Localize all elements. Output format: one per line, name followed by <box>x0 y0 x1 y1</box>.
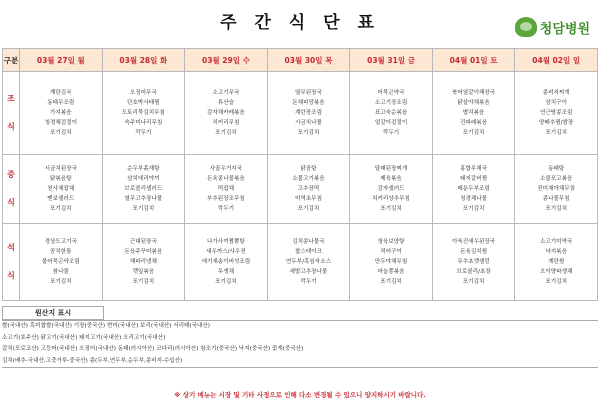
menu-item: 달래된장찌개 <box>374 166 408 172</box>
menu-item: 꽁치한통 <box>49 249 72 255</box>
menu-item: 양배추찜/쌈장 <box>539 120 574 126</box>
menu-item: 가지볶음 <box>49 110 72 116</box>
menu-item: 동태탕 <box>548 166 565 172</box>
menu-cell <box>20 155 103 224</box>
menu-item: 단호박사태찜 <box>127 100 160 106</box>
hospital-logo <box>515 16 590 38</box>
menu-item: 치커리무침 <box>212 120 240 126</box>
menu-item: 포기김치 <box>132 279 155 285</box>
menu-cell <box>20 72 103 155</box>
menu-item: 소고기무국 <box>212 90 240 96</box>
meal-label-char: 중 <box>7 170 15 179</box>
menu-item: 류산슬 <box>217 100 235 106</box>
menu-item: 적어구이 <box>380 249 402 255</box>
menu-item: 무생채 <box>217 269 235 275</box>
menu-item: 시금치나물 <box>294 120 322 126</box>
menu-item: 참나물 <box>52 269 69 275</box>
meal-label <box>3 155 20 224</box>
menu-item: 콩비지찌개 <box>542 90 570 96</box>
meal-label-char: 조 <box>7 94 15 103</box>
menu-item: 진미채야채무침 <box>537 186 576 192</box>
header-corner: 구분 <box>3 49 20 72</box>
day-header: 03월 27일 월 <box>20 49 103 72</box>
menu-item: 포기김치 <box>49 206 72 212</box>
menu-item: 홍합무채국 <box>460 166 488 172</box>
menu-item: 계란장조림 <box>294 110 322 116</box>
menu-item: 소불포고볶음 <box>539 176 573 182</box>
menu-item: 고추장떡 <box>297 186 320 192</box>
meal-row <box>3 155 598 224</box>
menu-item: 깍두기 <box>300 279 317 285</box>
menu-item: 포기김치 <box>215 279 237 285</box>
menu-item: 천사채잡채 <box>47 186 75 192</box>
meal-label-char: 석 <box>7 243 15 252</box>
menu-cell <box>267 224 350 301</box>
day-header: 03월 30일 목 <box>267 49 350 72</box>
menu-item: 미역초무침 <box>294 196 322 202</box>
logo-text: 청담병원 <box>539 21 590 37</box>
menu-item: 근대된장국 <box>129 239 157 245</box>
menu-cell <box>350 155 433 224</box>
logo-icon <box>515 17 537 37</box>
menu-item: 삼치데리야끼 <box>127 176 160 182</box>
menu-item: 시금치된장국 <box>44 166 77 172</box>
menu-cell <box>350 72 433 155</box>
menu-item: 돈채피망볶음 <box>292 100 325 106</box>
menu-item: 해파리냉채 <box>129 259 157 265</box>
menu-item: 북어열갈이해장국 <box>451 90 496 96</box>
menu-item: 건파래볶음 <box>460 120 488 126</box>
menu-item: 닭곰탕 <box>300 166 317 172</box>
menu-item: 돼지갈비찜 <box>460 176 488 182</box>
menu-item: 별치볶음 <box>462 110 485 116</box>
menu-item: 깍두기 <box>217 206 235 212</box>
menu-item: 매운두부조림 <box>457 186 490 192</box>
menu-item: 멘보샐러드 <box>47 196 75 202</box>
notice-text: ※ 상기 메뉴는 시장 및 기타 사정으로 인해 다소 변경될 수 있으니 양지하시기 바랍니다. <box>174 391 426 399</box>
menu-item: 열무고추장나물 <box>124 196 163 202</box>
menu-item: 소고기장조림 <box>374 100 408 106</box>
menu-cell <box>515 155 598 224</box>
origin-list <box>2 320 598 368</box>
menu-item: 감자샐러드 <box>377 186 405 192</box>
menu-cell <box>185 224 268 301</box>
menu-cell <box>515 72 598 155</box>
menu-item: 나가사끼짬뽕탕 <box>206 239 245 245</box>
meal-label <box>3 72 20 155</box>
menu-cell <box>185 155 268 224</box>
menu-item: 청육보양탕 <box>377 239 405 245</box>
menu-cell <box>515 224 598 301</box>
menu-item: 순두부흙재탕 <box>127 166 160 172</box>
menu-item: 삼치구이 <box>545 100 567 106</box>
menu-item: 소고기미역국 <box>539 239 573 245</box>
menu-item: 제육볶음 <box>380 176 402 182</box>
menu-item: 불어묵곤약조림 <box>41 259 80 265</box>
meal-label-char: 식 <box>7 198 15 207</box>
menu-item: 포기김치 <box>462 206 485 212</box>
menu-item: 떡잡채 <box>217 186 235 192</box>
menu-item: 숙주미나리무침 <box>124 120 163 126</box>
origin-line: 소고기(호주산) 닭고기(국내산) 돼지고기(국내산) 오리고기(국내산) <box>2 334 166 341</box>
menu-item: 부추된장조무침 <box>206 196 245 202</box>
menu-item: 포기김치 <box>297 206 320 212</box>
meal-label-char: 식 <box>7 271 15 280</box>
menu-cell <box>432 155 515 224</box>
menu-item: 닭살야채볶음 <box>457 100 490 106</box>
menu-cell <box>432 72 515 155</box>
menu-item: 치커리상추무침 <box>372 196 410 202</box>
menu-cell <box>350 224 433 301</box>
menu-item: 닭볶음탕 <box>49 176 72 182</box>
menu-item: 포기김치 <box>297 130 320 136</box>
menu-item: 청경채나물 <box>460 196 488 202</box>
menu-item: 포기김치 <box>462 279 485 285</box>
meal-row <box>3 224 598 301</box>
menu-item: 세발고추장나물 <box>289 269 328 275</box>
menu-item: 경상도고기국 <box>44 239 77 245</box>
menu-item: 김치콩나물국 <box>292 239 325 245</box>
menu-item: 포기김치 <box>49 130 72 136</box>
menu-item: 돈육콩나물볶음 <box>206 176 245 182</box>
menu-item: 포기김치 <box>545 279 567 285</box>
menu-item: 포기김치 <box>132 206 155 212</box>
menu-item: 찹스테이크 <box>294 249 322 255</box>
menu-cell <box>267 155 350 224</box>
menu-cell <box>432 224 515 301</box>
meal-row <box>3 72 598 155</box>
meal-label-char: 식 <box>7 122 15 131</box>
origin-section <box>2 306 598 368</box>
origin-title: 원산지 표시 <box>2 306 104 320</box>
menu-item: 소불고기볶음 <box>292 176 325 182</box>
menu-cell <box>20 224 103 301</box>
menu-item: 낙지볶음 <box>545 249 567 255</box>
menu-item: 깍두기 <box>382 130 400 136</box>
menu-item: 포기김치 <box>380 206 402 212</box>
menu-item: 새우까스/사우전 <box>206 249 246 255</box>
menu-item: 표고숙순볶음 <box>374 110 408 116</box>
menu-item: 포기김치 <box>545 130 567 136</box>
menu-cell <box>267 72 350 155</box>
menu-item: 브로콜리샐러드 <box>124 186 163 192</box>
origin-line: 쌀(국내산) 흑미찹쌀(국내산) 기장(중국산) 현미(국내산) 보리(국내산) 서리태(국내산) <box>2 323 210 329</box>
menu-item: 애기새송이버섯조림 <box>201 259 251 265</box>
menu-cell <box>185 72 268 155</box>
menu-item: 아욱건새우된장국 <box>451 239 496 245</box>
menu-item: 돈육주꾸미볶음 <box>124 249 163 255</box>
menu-cell <box>102 224 185 301</box>
meal-label <box>3 224 20 301</box>
menu-item: 포기김치 <box>380 279 402 285</box>
menu-item: 사골우거지국 <box>209 166 243 172</box>
header-row <box>3 49 598 72</box>
day-header: 04월 01일 토 <box>432 49 515 72</box>
menu-item: 감자채카레볶음 <box>206 110 245 116</box>
page-title: 주 간 식 단 표 <box>220 13 380 33</box>
day-header: 03월 31일 금 <box>350 49 433 72</box>
menu-item: 오이양파생채 <box>539 269 573 275</box>
origin-line: 갈치(모로코산) 고등어(국내산) 오징어(국내산) 동태(러시아산) 코다리(러시아산) 참조기(중국산) 낙지(중국산) 꽃게(중국산) <box>2 346 304 353</box>
menu-item: 돈육김치찜 <box>460 249 488 255</box>
menu-item: 만두야채무침 <box>374 259 408 265</box>
menu-item: 계란김국 <box>49 90 72 96</box>
menu-item: 연근땅콩조림 <box>539 110 573 116</box>
menu-item: 콩나물무침 <box>542 196 570 202</box>
menu-cell <box>102 155 185 224</box>
weekly-menu-table <box>2 48 598 301</box>
menu-cell <box>102 72 185 155</box>
menu-item: 브로콜리/초장 <box>456 269 491 275</box>
menu-item: 포기김치 <box>462 130 485 136</box>
day-header: 03월 28일 화 <box>102 49 185 72</box>
menu-item: 깻잎볶음 <box>132 269 155 275</box>
menu-item: 오징어무국 <box>129 90 157 96</box>
menu-item: 동태무조림 <box>47 100 75 106</box>
menu-item: 계란찜 <box>548 259 565 265</box>
day-header: 04월 02일 일 <box>515 49 598 72</box>
menu-item: 깍두기 <box>135 130 152 136</box>
menu-item: 연두부/흑임자소스 <box>285 259 332 265</box>
menu-item: 포기김치 <box>215 130 237 136</box>
origin-line: 김치(배추-국내산,고춧가루-중국산) 콩(두부,연두부,순두부,콩비지-수입산) <box>2 357 183 364</box>
day-header: 03월 29일 수 <box>185 49 268 72</box>
menu-item: 포기김치 <box>545 206 567 212</box>
menu-item: 어묵곤약국 <box>377 90 405 96</box>
menu-item: 도토리묵김치무침 <box>121 110 165 116</box>
menu-item: 얼갈이겉절이 <box>374 120 408 126</box>
menu-item: 포기김치 <box>49 279 72 285</box>
menu-item: 마늘쫑볶음 <box>377 269 405 275</box>
menu-item: 열무된장국 <box>294 90 322 96</box>
menu-item: 청경채겉절이 <box>44 120 77 126</box>
menu-item: 무추초깻샐런 <box>457 259 490 265</box>
